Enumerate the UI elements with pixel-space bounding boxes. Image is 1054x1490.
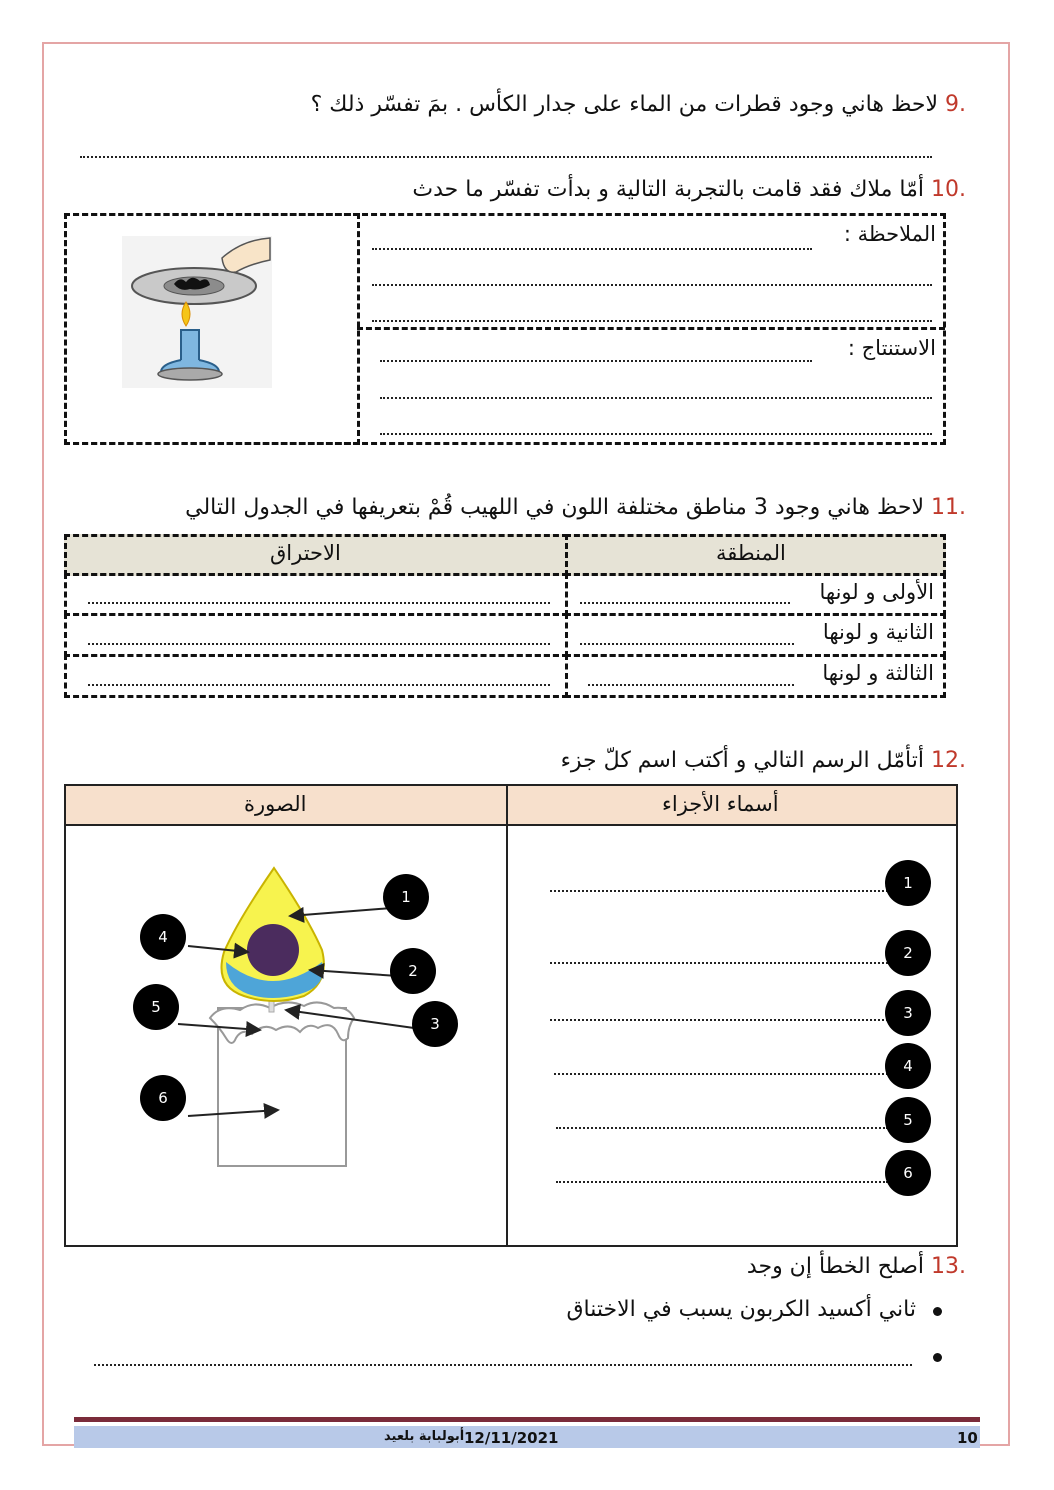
box-divider (357, 327, 945, 330)
question-number: .9 (945, 92, 966, 117)
table12-divider (506, 784, 508, 1247)
part-number-1: 1 (885, 860, 931, 906)
question-9 (311, 92, 966, 117)
question-text: أمّا ملاك فقد قامت بالتجربة التالية و بدأت تفسّر ما حدث (412, 177, 924, 202)
part-5-answer-line[interactable] (556, 1127, 888, 1129)
table11-row-1-left (64, 573, 568, 616)
question-number: .10 (931, 177, 966, 202)
part-number-6: 6 (885, 1150, 931, 1196)
part-4-answer-line[interactable] (554, 1073, 888, 1075)
question-text: أصلح الخطأ إن وجد (746, 1254, 924, 1279)
question-11 (185, 495, 966, 520)
diagram-marker-5: 5 (133, 984, 179, 1030)
part-6-answer-line[interactable] (556, 1181, 888, 1183)
footer-author: أبولبابة بلعيد (384, 1429, 465, 1444)
correction-line[interactable] (94, 1364, 912, 1366)
conclusion-line-1[interactable] (380, 360, 812, 362)
part-number-2: 2 (885, 930, 931, 976)
question-text: أتأمّل الرسم التالي و أكتب اسم كلّ جزء (560, 748, 924, 773)
table12-col-names: أسماء الأجزاء (662, 792, 779, 816)
table11-row-1-answer-line[interactable] (88, 602, 550, 604)
conclusion-label: الاستنتاج : (847, 336, 936, 360)
table12-col-image: الصورة (244, 792, 307, 816)
part-3-answer-line[interactable] (550, 1019, 888, 1021)
table11-row-3-left (64, 654, 568, 698)
table12-header-bg (66, 786, 956, 826)
table11-row-2-left (64, 613, 568, 657)
diagram-marker-6: 6 (140, 1075, 186, 1121)
table11-row-1-color-line[interactable] (580, 602, 790, 604)
table11-row-2-answer-line[interactable] (88, 643, 550, 645)
footer-line (74, 1417, 980, 1422)
question-number: .11 (931, 495, 966, 520)
table11-row-2-color-line[interactable] (580, 643, 794, 645)
observation-line-1[interactable] (372, 248, 812, 250)
statement-text: ثاني أكسيد الكربون يسبب في الاختناق (566, 1297, 916, 1322)
bullet-2 (933, 1353, 942, 1362)
question-text: لاحظ هاني وجود قطرات من الماء على جدار الكأس . بمَ تفسّر ذلك ؟ (310, 92, 938, 117)
diagram-marker-4: 4 (140, 914, 186, 960)
observation-line-2[interactable] (372, 284, 932, 286)
question-12 (561, 748, 966, 773)
observation-line-3[interactable] (372, 320, 932, 322)
candle-plate-illustration (122, 236, 272, 388)
conclusion-line-3[interactable] (380, 433, 932, 435)
question-number: .13 (931, 1254, 966, 1279)
diagram-marker-2: 2 (390, 948, 436, 994)
bullet-1 (933, 1307, 942, 1316)
table11-row-3-answer-line[interactable] (88, 684, 550, 686)
question-13 (747, 1254, 966, 1279)
part-1-answer-line[interactable] (550, 890, 888, 892)
table11-row-3-label: الثالثة و لونها (822, 661, 934, 685)
conclusion-line-2[interactable] (380, 397, 932, 399)
observation-label: الملاحظة : (843, 222, 936, 246)
question-10 (412, 177, 966, 202)
question-number: .12 (931, 748, 966, 773)
table11-row-2-label: الثانية و لونها (822, 620, 934, 644)
table11-row-3-color-line[interactable] (588, 684, 794, 686)
table11-col-combustion: الاحتراق (270, 541, 341, 565)
diagram-marker-3: 3 (412, 1001, 458, 1047)
table11-row-1-label: الأولى و لونها (819, 580, 934, 604)
answer-line[interactable] (80, 156, 932, 158)
page-number: 10 (957, 1429, 978, 1447)
part-number-5: 5 (885, 1097, 931, 1143)
part-2-answer-line[interactable] (550, 962, 888, 964)
part-number-4: 4 (885, 1043, 931, 1089)
footer-date: 12/11/2021 (464, 1429, 559, 1447)
table11-col-zone: المنطقة (716, 541, 786, 565)
question-text: لاحظ هاني وجود 3 مناطق مختلفة اللون في اللهيب قُمْ بتعريفها في الجدول التالي (185, 495, 924, 520)
diagram-marker-1: 1 (383, 874, 429, 920)
part-number-3: 3 (885, 990, 931, 1036)
